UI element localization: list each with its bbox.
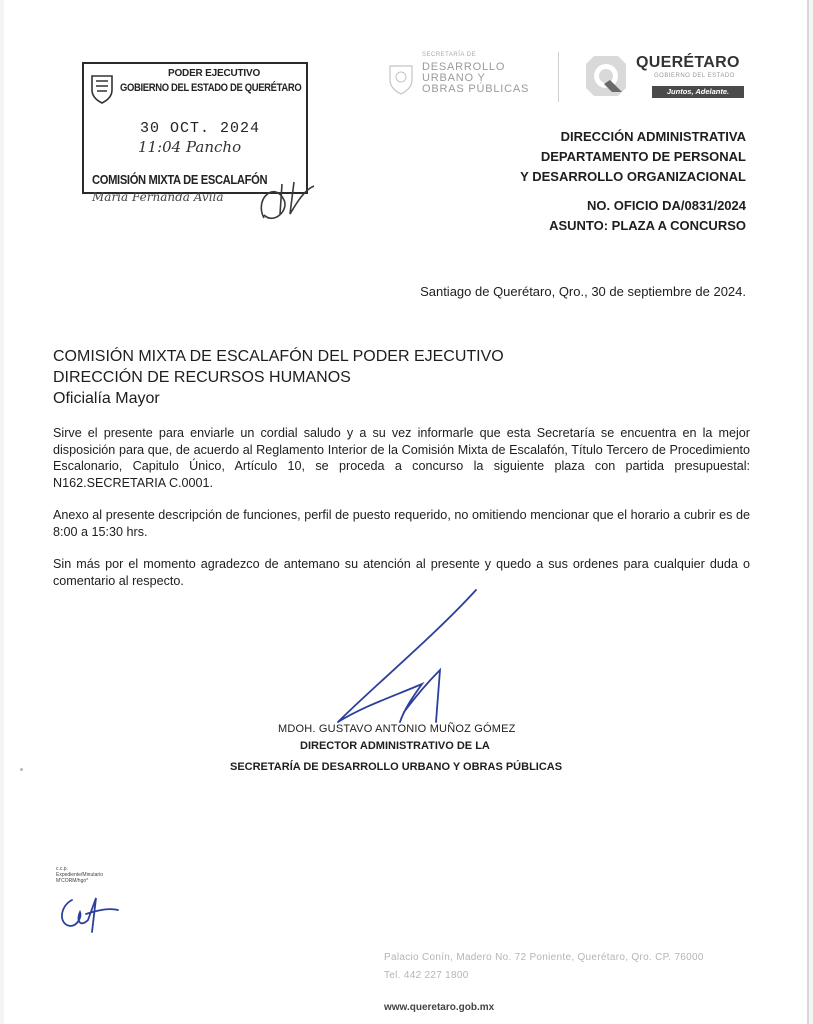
place-and-date: Santiago de Querétaro, Qro., 30 de septiembre de 2024. bbox=[420, 284, 746, 299]
sedu-title bbox=[422, 62, 529, 95]
sedu-line-3: OBRAS PÚBLICAS bbox=[422, 83, 530, 95]
scan-speck bbox=[20, 768, 23, 771]
header-divider bbox=[558, 52, 559, 102]
sedu-line-1: DESARROLLO bbox=[422, 61, 506, 73]
state-seal-icon bbox=[88, 72, 116, 104]
subject-line: ASUNTO: PLAZA A CONCURSO bbox=[549, 218, 746, 233]
sedu-line-2: URBANO Y bbox=[422, 72, 486, 84]
footer-website: www.queretaro.gob.mx bbox=[384, 1002, 495, 1013]
addressee-line-3: Oficialía Mayor bbox=[53, 390, 160, 407]
sedu-emblem-icon bbox=[386, 62, 416, 96]
sender-line-1: DIRECCIÓN ADMINISTRATIVA bbox=[560, 129, 746, 144]
queretaro-logo-icon bbox=[580, 50, 632, 102]
ccp-line-2: Expediente/Minutario bbox=[56, 872, 103, 878]
sender-line-3: Y DESARROLLO ORGANIZACIONAL bbox=[520, 169, 746, 184]
addressee-line-2: DIRECCIÓN DE RECURSOS HUMANOS bbox=[53, 369, 351, 386]
stamp-handwritten-time: 11:04 Pancho bbox=[138, 138, 242, 156]
addressee-block bbox=[53, 346, 504, 409]
handwritten-signature bbox=[304, 586, 494, 726]
stamp-receiver-handwriting: Maria Fernanda Avila bbox=[92, 190, 224, 204]
queretaro-title: QUERÉTARO bbox=[636, 54, 740, 71]
addressee-line-1: COMISIÓN MIXTA DE ESCALAFÓN DEL PODER EJECUTIVO bbox=[53, 348, 504, 365]
ccp-line-1: c.c.p. bbox=[56, 866, 68, 872]
sender-line-2: DEPARTAMENTO DE PERSONAL bbox=[540, 149, 746, 164]
sedu-small-text: SECRETARÍA DE bbox=[422, 52, 477, 58]
initials-scribble bbox=[52, 880, 122, 940]
signer-title-1: DIRECTOR ADMINISTRATIVO DE LA bbox=[300, 740, 490, 752]
stamp-line-1: PODER EJECUTIVO bbox=[168, 68, 261, 79]
body-paragraph-1: Sirve el presente para enviarle un cordial saludo y a su vez informarle que esta Secretaría se encuentra en la mejor disposición para que, de acuerdo al Reglamento Interior de la Comisión Mixta de Escalafón, Título Tercero de Procedimiento Escalonario, Capitulo Único, Artículo 10, se proceda a concurso la siguiente plaza con partida presupuestal: N162.SECRETARIA C.0001. bbox=[53, 426, 750, 490]
sender-department bbox=[520, 127, 746, 187]
body-paragraph-2: Anexo al presente descripción de funciones, perfil de puesto requerido, no omitiendo mencionar que el horario a cubrir es de 8:00 a 15:30 hrs. bbox=[53, 508, 750, 539]
stamp-signature-scribble bbox=[234, 170, 334, 230]
reference-block bbox=[549, 196, 746, 236]
stamp-date: 30 OCT. 2024 bbox=[140, 120, 261, 137]
oficio-number: NO. OFICIO DA/0831/2024 bbox=[587, 198, 746, 213]
ccp-line-3: M'CORM/hgo* bbox=[56, 878, 89, 884]
signer-title-2: SECRETARÍA DE DESARROLLO URBANO Y OBRAS PÚBLICAS bbox=[230, 761, 563, 773]
body-paragraph-3: Sin más por el momento agradezco de antemano su atención al presente y quedo a sus ordenes para cualquier duda o comentario al respecto. bbox=[53, 557, 750, 588]
letter-page bbox=[4, 0, 809, 1024]
stamp-commission: COMISIÓN MIXTA DE ESCALAFÓN bbox=[92, 172, 268, 187]
queretaro-subtitle: GOBIERNO DEL ESTADO bbox=[654, 73, 735, 79]
queretaro-slogan-badge: Juntos, Adelante. bbox=[652, 86, 744, 98]
signer-name: MDOH. GUSTAVO ANTONIO MUÑOZ GÓMEZ bbox=[278, 723, 516, 735]
footer-phone: Tel. 442 227 1800 bbox=[384, 970, 469, 981]
stamp-line-2: GOBIERNO DEL ESTADO DE QUERÉTARO bbox=[120, 82, 302, 94]
footer-address: Palacio Conín, Madero No. 72 Poniente, Querétaro, Qro. CP. 76000 bbox=[384, 952, 704, 963]
